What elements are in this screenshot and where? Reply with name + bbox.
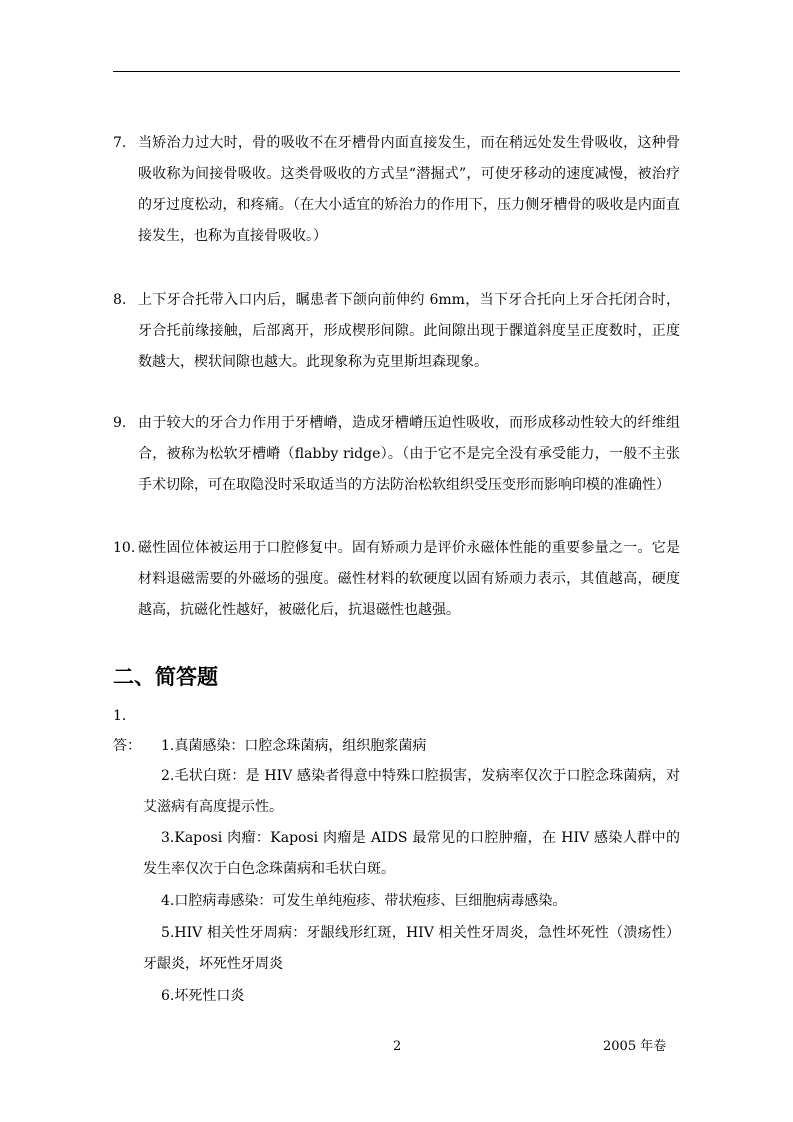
- item-text: 上下牙合托带入口内后，瞩患者下颌向前伸约 6mm，当下牙合托向上牙合托闭合时，牙合托前缘接触，后部离开，形成楔形间隙。此间隙出现于髁道斜度呈正度数时，正度数越大，楔状间隙也越大。此现象称为克里斯坦森现象。: [138, 292, 680, 370]
- answer-item: 5.HIV 相关性牙周病：牙龈线形红斑，HIV 相关性牙周炎，急性坏死性（溃疡性）牙龈炎，坏死性牙周炎: [143, 925, 680, 972]
- item-number: 7.: [113, 135, 127, 151]
- item-9: [113, 408, 680, 501]
- page-number: 2: [393, 1039, 402, 1054]
- item-text: 磁性固位体被运用于口腔修复中。固有矫顽力是评价永磁体性能的重要参量之一。它是材料退磁需要的外磁场的强度。磁性材料的软硬度以固有矫顽力表示，其值越高，硬度越高，抗磁化性越好，被磁化后，抗退磁性也越强。: [138, 540, 680, 618]
- item-number: 8.: [113, 292, 127, 308]
- section-heading: 二、简答题: [113, 665, 218, 689]
- item-number: 9.: [113, 415, 127, 431]
- answer-item: 6.坏死性口炎: [161, 988, 245, 1004]
- item-text: 当矫治力过大时，骨的吸收不在牙槽骨内面直接发生，而在稍远处发生骨吸收，这种骨吸收称为间接骨吸收。这类骨吸收的方式呈“潜掘式”，可使牙移动的速度减慢，被治疗的牙过度松动，和疼痛。（在大小适宜的矫治力的作用下，压力侧牙槽骨的吸收是内面直接发生，也称为直接骨吸收。）: [138, 135, 680, 244]
- item-number: 10.: [113, 540, 136, 556]
- header-rule: [113, 71, 680, 72]
- item-text: 由于较大的牙合力作用于牙槽嵴，造成牙槽嵴压迫性吸收，而形成移动性较大的纤维组合，被称为松软牙槽嵴（flabby ridge）。（由于它不是完全没有承受能力，一般不主张手术切除，可在取隐没时采取适当的方法防治松软组织受压变形而影响印模的准确性）: [138, 415, 680, 493]
- answer-item: 4.口腔病毒感染：可发生单纯疱疹、带状疱疹、巨细胞病毒感染。: [161, 893, 567, 909]
- answer-item: 1.真菌感染：口腔念珠菌病，组织胞浆菌病: [161, 738, 427, 754]
- item-7: [113, 128, 680, 252]
- question-number: 1.: [113, 708, 127, 724]
- item-8: [113, 285, 680, 378]
- answer-item: 3.Kaposi 肉瘤：Kaposi 肉瘤是 AIDS 最常见的口腔肿瘤，在 HIV 感染人群中的发生率仅次于白色念珠菌病和毛状白斑。: [143, 830, 680, 877]
- footer-year: 2005 年卷: [603, 1039, 667, 1054]
- answer-prefix: 答：: [113, 738, 141, 754]
- item-10: [113, 533, 680, 626]
- answer-item: 2.毛状白斑：是 HIV 感染者得意中特殊口腔损害，发病率仅次于口腔念珠菌病，对艾滋病有高度提示性。: [143, 768, 680, 815]
